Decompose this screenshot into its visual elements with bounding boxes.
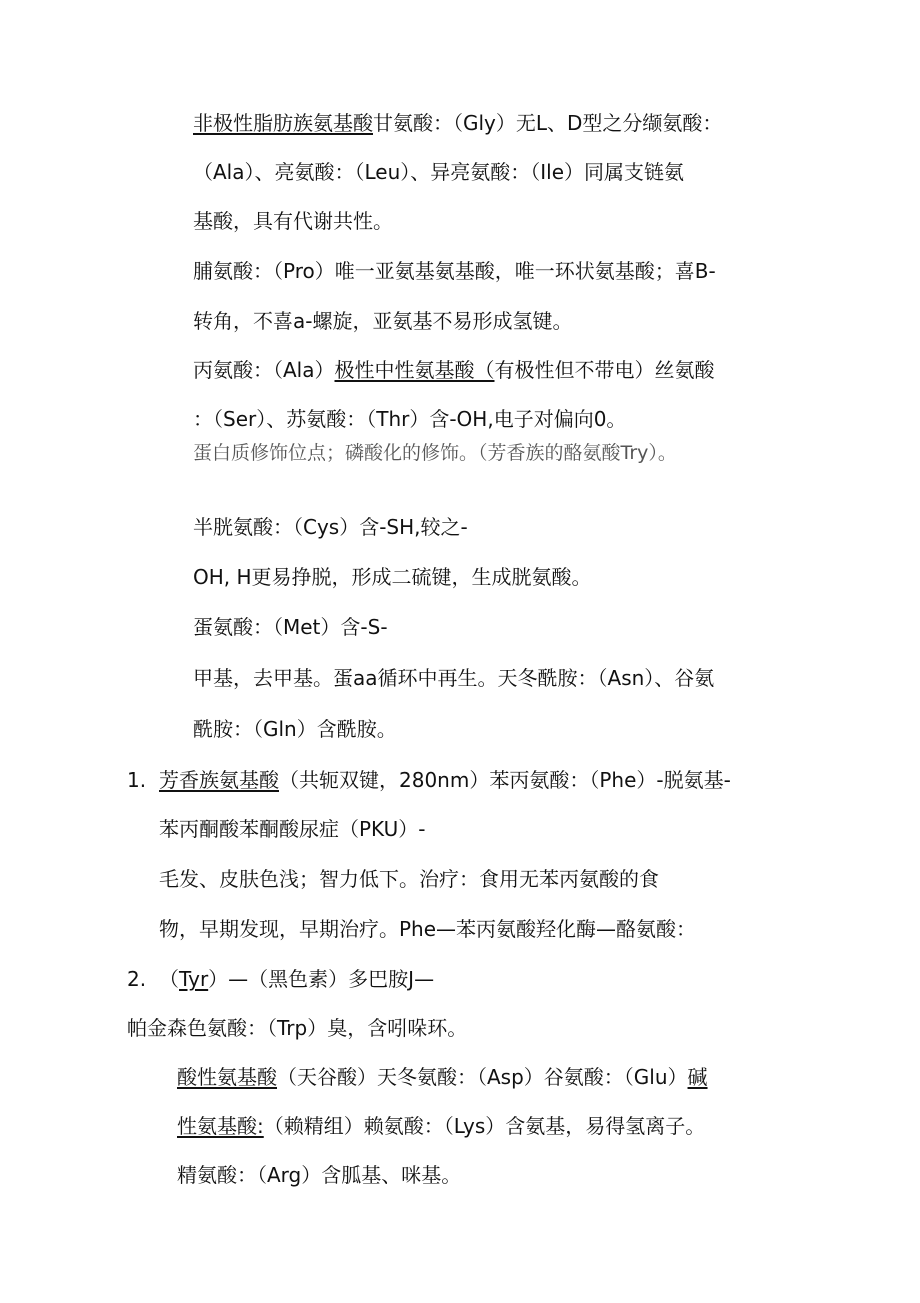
heading-basic-start: 碱 <box>687 1065 708 1089</box>
line-text: ：（Ser）、苏氨酸：（Thr）含-OH,电子对偏向0。 <box>193 407 627 431</box>
line-text: 甘氨酸：（Gly）无L、D型之分缬氨酸： <box>373 111 723 135</box>
heading-acidic: 酸性氨基酸 <box>177 1065 277 1089</box>
text-line-5 <box>193 308 572 334</box>
line-text: 基酸，具有代谢共性。 <box>193 209 393 233</box>
line-text: （天谷酸）天冬氨酸：（Asp）谷氨酸：（Glu） <box>277 1065 688 1089</box>
line-text: （ <box>159 967 179 991</box>
text-line-16 <box>159 866 659 892</box>
text-line-17 <box>159 916 696 942</box>
list-number: 1. <box>127 768 147 792</box>
line-text: 半胱氨酸：（Cys）含-SH,较之- <box>193 515 468 539</box>
line-text: 毛发、皮肤色浅；智力低下。治疗：食用无苯丙氨酸的食 <box>159 867 659 891</box>
line-text: 精氨酸：（Arg）含胍基、咪基。 <box>177 1163 462 1187</box>
heading-nonpolar-aliphatic: 非极性脂肪族氨基酸 <box>193 111 373 135</box>
line-text: （赖精组）赖氨酸：（Lys）含氨基，易得氢离子。 <box>263 1114 706 1138</box>
text-line-21 <box>177 1113 705 1139</box>
list-item-2 <box>127 966 434 992</box>
text-line-15 <box>159 816 426 842</box>
text-line-11 <box>193 614 388 640</box>
list-item-1 <box>127 767 731 793</box>
line-text: 蛋氨酸：（Met）含-S- <box>193 615 388 639</box>
line-text: 脯氨酸：（Pro）唯一亚氨基氨基酸，唯一环状氨基酸；喜B- <box>193 259 716 283</box>
text-line-2 <box>193 159 684 185</box>
line-text: 甲基，去甲基。蛋aa循环中再生。天冬酰胺：（Asn）、谷氨 <box>193 666 715 690</box>
text-line-12 <box>193 665 714 691</box>
line-text: 物，早期发现，早期治疗。Phe—苯丙氨酸羟化酶—酪氨酸： <box>159 917 697 941</box>
heading-aromatic: 芳香族氨基酸 <box>159 768 279 792</box>
line-text: 转角，不喜a-螺旋，亚氨基不易形成氢键。 <box>193 309 573 333</box>
text-line-20 <box>177 1064 708 1090</box>
text-line-4 <box>193 258 716 284</box>
line-text: （Ala）、亮氨酸：（Leu）、异亮氨酸：（Ile）同属支链氨 <box>193 160 685 184</box>
text-line-19 <box>127 1015 467 1041</box>
line-text: 有极性但不带电）丝氨酸 <box>494 358 715 382</box>
text-line-10 <box>193 564 592 590</box>
text-line-22 <box>177 1162 461 1188</box>
heading-basic-end: 性氨基酸: <box>177 1114 264 1138</box>
list-number: 2. <box>127 967 147 991</box>
line-text: （共轭双键，280nm）苯丙氨酸：（Phe）-脱氨基- <box>279 768 731 792</box>
text-line-8 <box>193 440 677 466</box>
line-text: 帕金森色氨酸：（Trp）臭，含吲哚环。 <box>127 1016 468 1040</box>
line-text: 苯丙酮酸苯酮酸尿症（PKU）- <box>159 817 426 841</box>
line-text: OH, H更易挣脱，形成二硫键，生成胱氨酸。 <box>193 565 592 589</box>
text-line-7 <box>193 406 626 432</box>
line-text: 丙氨酸：（Ala） <box>193 358 335 382</box>
text-line-9 <box>193 514 468 540</box>
line-text: ）—（黑色素）多巴胺J— <box>208 967 435 991</box>
text-line-13 <box>193 716 397 742</box>
text-line-3 <box>193 208 393 234</box>
line-text: 蛋白质修饰位点；磷酸化的修饰。（芳香族的酪氨酸Try）。 <box>193 442 677 464</box>
line-text: 酰胺：（Gln）含酰胺。 <box>193 717 397 741</box>
text-line-1 <box>193 110 722 136</box>
heading-polar-neutral: 极性中性氨基酸（ <box>334 358 495 382</box>
text-line-6 <box>193 357 715 383</box>
tyr-label: Tyr <box>179 967 209 991</box>
